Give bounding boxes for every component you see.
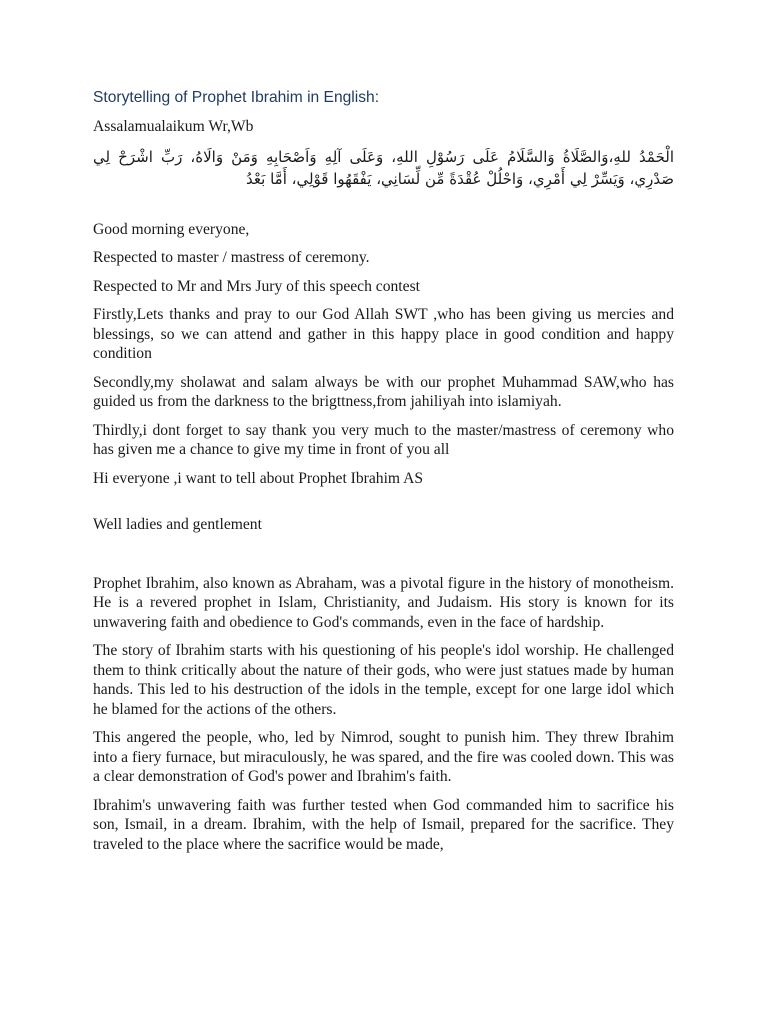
paragraph-firstly: Firstly,Lets thanks and pray to our God Allah SWT ,who has been giving us mercies and blessings, so we can attend and gather in this happy place in good condition and happy condition [93, 306, 674, 362]
blank-line [93, 190, 674, 220]
paragraph-secondly: Secondly,my sholawat and salam always be with our prophet Muhammad SAW,who has guided us from the darkness to the brigttness,from jahiliyah into islamiyah. [93, 373, 674, 410]
blank-line [93, 497, 674, 515]
story-paragraph: This angered the people, who, led by Nimrod, sought to punish him. They threw Ibrahim into a fiery furnace, but miraculously, he was spared, and the fire was cooled down. This was a clear demonstration of God's power and Ibrahim's faith. [93, 729, 674, 785]
document-title: Storytelling of Prophet Ibrahim in English: [93, 89, 380, 106]
paragraph-respected-jury: Respected to Mr and Mrs Jury of this speech contest [93, 277, 420, 295]
paragraph-thirdly: Thirdly,i dont forget to say thank you very much to the master/mastress of ceremony who has given me a chance to give my time in front of you all [93, 421, 674, 458]
paragraph-intro-topic: Hi everyone ,i want to tell about Prophet Ibrahim AS [93, 469, 424, 487]
story-paragraph: Ibrahim's unwavering faith was further tested when God commanded him to sacrifice his son, Ismail, in a dream. Ibrahim, with the help of Ismail, prepared for the sacrifice. They traveled to the place where the sacrifice would be made, [93, 796, 674, 853]
greeting-line: Assalamualaikum Wr,Wb [93, 118, 254, 135]
address-line: Well ladies and gentlement [93, 516, 262, 533]
story-paragraph: The story of Ibrahim starts with his questioning of his people's idol worship. He challenged them to think critically about the nature of their gods, who were just statues made by human hands. This led to his destruction of the idols in the temple, except for one large idol which he blamed for the actions of the others. [93, 642, 674, 718]
arabic-opening: الْحَمْدُ للهِ،وَالصَّلَاةُ وَالسَّلَامُ عَلَى رَسُوْلِ اللهِ، وَعَلَى آلِهِ وَاَصْحَابِهِ وَمَنْ وَالَاهُ، رَبِّ اشْرَحْ لِي صَدْرِي، وَيَسِّرْ لِي أَمْرِي، وَاحْلُلْ عُقْدَةً مِّن لِّسَانِي، يَفْقَهُوا قَوْلِي، أَمَّا بَعْدُ [93, 147, 674, 188]
paragraph-good-morning: Good morning everyone, [93, 220, 250, 238]
document-page [93, 88, 674, 863]
blank-line [93, 544, 674, 574]
story-paragraph: Prophet Ibrahim, also known as Abraham, was a pivotal figure in the history of monotheism. He is a revered prophet in Islam, Christianity, and Judaism. His story is known for its unwavering faith and obedience to God's commands, even in the face of hardship. [93, 574, 674, 631]
paragraph-respected-mc: Respected to master / mastress of ceremony. [93, 249, 370, 266]
